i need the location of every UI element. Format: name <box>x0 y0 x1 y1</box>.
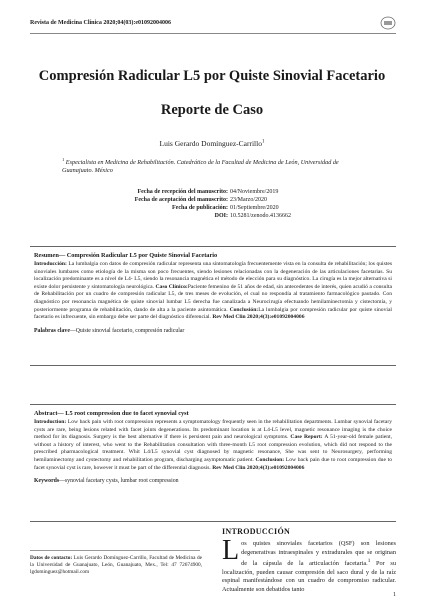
article-subtitle: Reporte de Caso <box>160 102 264 118</box>
correspondence <box>30 555 202 576</box>
abstract-keywords <box>34 478 396 484</box>
affiliation-sup: 1 <box>62 157 65 162</box>
page-number: 1 <box>393 592 396 598</box>
keywords-text: —synovial facetary cysts, lumbar root compression <box>59 478 179 485</box>
abstract-box <box>30 404 396 522</box>
journal-logo-icon <box>380 16 396 30</box>
abstract-conclusion-label: Conclusion: <box>255 456 285 463</box>
journal-header <box>30 16 396 32</box>
resumen-box <box>30 246 396 366</box>
intro-text: os quistes sinoviales facetarios (QSF) son lesiones degenerativas intraespinales y extradurales que se originan de la cápsula de la articulación facetaria. <box>241 540 396 568</box>
abstract-case-label: Case Report: <box>290 434 323 441</box>
date-row <box>0 188 424 196</box>
date-label: Fecha de aceptación del manuscrito: <box>134 197 228 203</box>
date-label: Fecha de publicación: <box>171 205 228 211</box>
date-value: 01/Septiembre/2020 <box>230 205 279 211</box>
resumen-citation: Rev Med Clin 2020;4(3):e01092004006 <box>212 314 305 321</box>
intro-paragraph <box>222 535 396 595</box>
author-name: Luis Gerardo Domínguez-Carrillo <box>159 139 262 148</box>
abstract-conclusion-text: Low back pain due to root compression due to facet synovial cyst is rare, however it must be part of the differential diagnosis. <box>34 456 392 471</box>
keywords-label: Keywords <box>34 478 60 485</box>
date-value: 04/Noviembre/2019 <box>230 189 279 195</box>
intro-text-cont: Por su localización, pueden causar compresión del saco dural y de la raíz espinal manifestándose con un cuadro de compromiso radicular. Actualmente son debatidos tanto <box>222 560 396 594</box>
resumen-case-text: Paciente femenino de 51 años de edad, sin antecedentes de interés, quien acudió a consulta de Rehabilitación por un cuadro de compresión radicular L5, de tres meses de evolución, el cual no respondía al tratamiento farmacológico pautado. Con diagnóstico por resonancia magnética de quiste sinovial lumbar L5 derecha fue canalizada a Neurocirugía efectuando hemilaminectomía y cistectomía, y posteriormente programa de rehabilitación, dando de alta a la paciente asintomática. <box>34 283 392 313</box>
dropcap: L <box>222 535 240 566</box>
date-value: 23/Marzo/2020 <box>230 197 267 203</box>
date-row <box>0 196 424 204</box>
resumen-intro-label: Introducción: <box>34 261 67 267</box>
resumen-title: Resumen— Compresión Radicular L5 por Quiste Sinovial Facetario <box>34 252 218 259</box>
intro-heading: INTRODUCCIÓN <box>222 527 291 536</box>
intro-ref-sup: 1 <box>367 558 371 565</box>
article-title: Compresión Radicular L5 por Quiste Sinovial Facetario <box>38 68 386 84</box>
abstract-intro-label: Introduction: <box>34 419 67 425</box>
affiliation-text: Especialista en Medicina de Rehabilitación. Catedrático de la Facultad de Medicina de León, Universidad de Guanajuato. México <box>62 159 339 175</box>
abstract-case-text: A 51-year-old female patient, without a history of interest, who went to the Rehabilitation consultation with three-month L5 root compression evolution, which did not respond to the prescribed pharmacological treatment. Whit L4/L5 synovial cyst diagnosed by magnetic resonance, She was sent to Neurosurgery, performing hemilaminectomy and cystectomy and rehabilitation program, discharging asymptomatic patient. <box>34 434 392 463</box>
resumen-body <box>34 261 392 322</box>
resumen-intro-text: La lumbalgia con datos de compresión radicular representa una sintomatología frecuentemente vista en la consulta de rehabilitación; los quistes sinoviales lumbares como etiología de la misma son poco frecuentes, siendo lesiones relacionadas con la degeneración de las articulaciones facetarias. Su localización predominante es a nivel de L4- L5, siendo la resonancia magnética el método de elección para su diagnóstico. La cirugía es la mejor alternativa si existe dolor persistente y sintomatología neurológica. <box>34 261 392 290</box>
author-line <box>0 139 424 148</box>
journal-name: Revista de Medicina Clínica 2020;04(03):e01092004006 <box>30 20 171 26</box>
date-label: Fecha de recepción del manuscrito: <box>137 189 228 195</box>
affiliation <box>62 156 362 175</box>
abstract-body <box>34 419 392 472</box>
doi-label: DOI: <box>214 213 228 219</box>
resumen-conclusion-text: La lumbalgia por compresión radicular por quiste sinovial facetario es infrecuente, sin embargo debe ser parte del diagnóstico diferencial. <box>34 306 392 321</box>
resumen-conclusion-label: Conclusión: <box>229 306 259 313</box>
abstract-citation: Rev Med Clin 2020;4(3):e01092004006 <box>212 464 305 471</box>
doi-link[interactable]: 10.5281/zenodo.4136662 <box>230 213 291 219</box>
header-divider <box>30 33 396 34</box>
abstract-intro-text: Low back pain with root compression represents a symptomatology frequently seen in the rehabilitation departments. Lumbar synovial facetary cysts are rare, being lesions related with facet joints degenerations. Its predominant location is at L4-L5 level, magnetic resonance imaging is the choice method for its diagnosis. Surgery is the best alternative if there is persistent pain and neurological symptoms. <box>34 419 392 441</box>
keywords-label: Palabras clave <box>34 327 70 334</box>
resumen-keywords <box>34 328 396 334</box>
correspondence-label: Datos de contacto: <box>30 555 73 561</box>
date-row <box>0 204 424 212</box>
author-sup: 1 <box>261 139 265 145</box>
date-row <box>0 212 424 220</box>
manuscript-dates <box>0 188 424 220</box>
resumen-case-label: Caso Clínico: <box>155 283 188 290</box>
correspondence-divider <box>30 550 200 551</box>
keywords-text: —Quiste sinovial facetario, compresión radicular <box>69 327 185 334</box>
correspondence-text: Luis Gerardo Domínguez-Carrillo, Facultad de Medicina de la Universidad de Guanajuato, León, Guanajuato, Mex., Tel: 47 72674900, lgdominguez@hotmail.com <box>30 555 202 575</box>
abstract-title: Abstract— L5 root compression due to facet synovial cyst <box>34 410 189 417</box>
